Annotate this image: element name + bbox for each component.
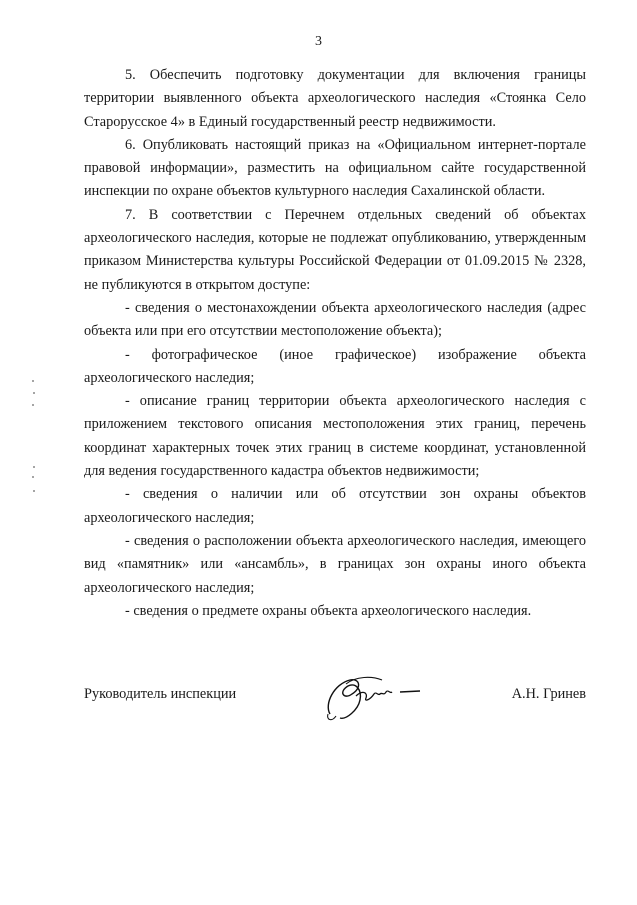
list-item-protection-zones: - сведения о наличии или об отсутствии зон охраны объектов археологического наследия; bbox=[84, 486, 586, 526]
signature-image bbox=[316, 670, 436, 726]
list-item-location: - сведения о местонахождении объекта археологического наследия (адрес объекта или при его отсутствии местоположение объекта); bbox=[84, 299, 586, 340]
document-body bbox=[84, 64, 586, 623]
signatory-name: А.Н. Гринев bbox=[511, 686, 586, 702]
list-item-boundaries: - описание границ территории объекта археологического наследия с приложением текстового описания местоположения этих границ, перечень координат характерных точек этих границ в системе координат, установленной для ведения государственного кадастра объектов недвижимости; bbox=[84, 393, 586, 480]
scan-margin-marks bbox=[30, 380, 38, 500]
list-item-monument-location: - сведения о расположении объекта археологического наследия, имеющего вид «памятник» или «ансамбль», в границах зон охраны иного объекта археологического наследия; bbox=[84, 532, 586, 596]
list-item-photo: - фотографическое (иное графическое) изображение объекта археологического наследия; bbox=[84, 346, 586, 386]
page-number: 3 bbox=[315, 34, 322, 49]
list-item-protection-subject: - сведения о предмете охраны объекта археологического наследия. bbox=[125, 602, 532, 619]
paragraph-item-5: 5. Обеспечить подготовку документации для включения границы территории выявленного объекта археологического наследия «Стоянка Село Старорусское 4» в Единый государственный реестр недвижимости. bbox=[84, 67, 586, 130]
signature-block bbox=[84, 686, 586, 726]
paragraph-item-7: 7. В соответствии с Перечнем отдельных сведений об объектах археологического наследия, которые не подлежат опубликованию, утвержденным приказом Министерства культуры Российской Федерации от 01.09.2015 № 2328, не публикуются в открытом доступе: bbox=[84, 206, 586, 293]
paragraph-item-6: 6. Опубликовать настоящий приказ на «Официальном интернет-портале правовой информации», разместить на официальном сайте государственной инспекции по охране объектов культурного наследия Сахалинской области. bbox=[84, 136, 586, 200]
signatory-title: Руководитель инспекции bbox=[84, 686, 237, 702]
